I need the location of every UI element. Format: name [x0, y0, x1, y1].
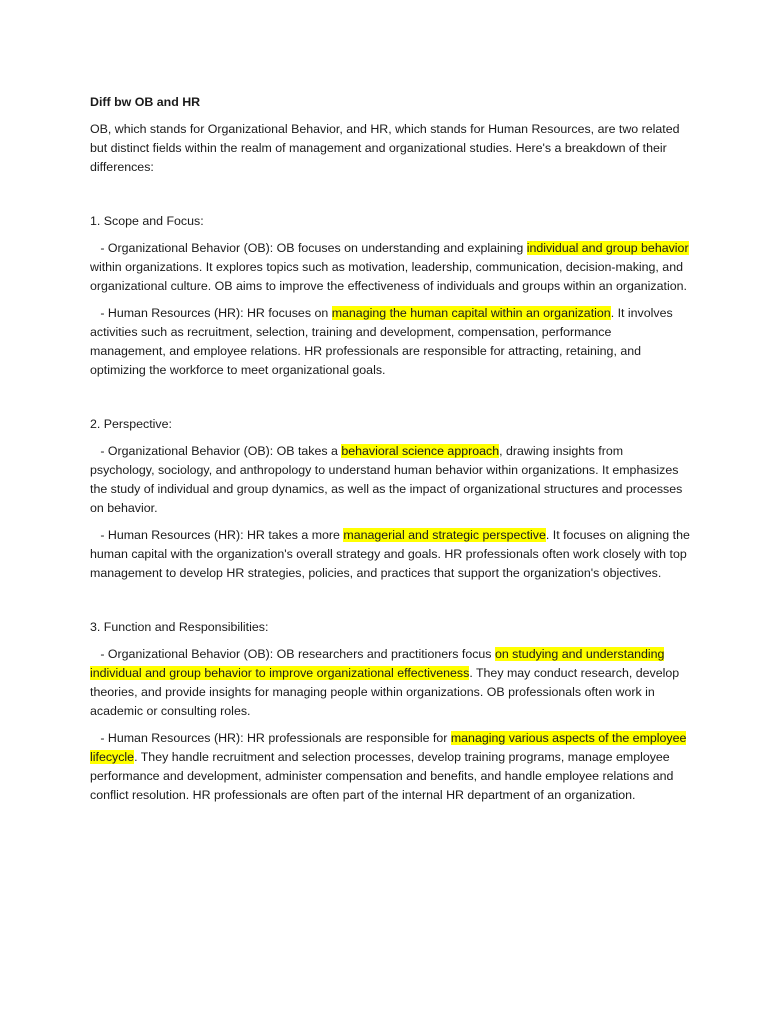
- spacer: [90, 185, 690, 212]
- text-segment: - Human Resources (HR): HR focuses on: [90, 306, 332, 320]
- section-hr-paragraph: [90, 304, 690, 380]
- section-ob-paragraph: [90, 442, 690, 518]
- section-hr-paragraph: [90, 729, 690, 805]
- section-heading-perspective: 2. Perspective:: [90, 417, 172, 431]
- text-segment: within organizations. It explores topics such as motivation, leadership, communication, decision-making, and organizational culture. OB aims to improve the effectiveness of individuals and groups within an organization.: [90, 260, 687, 293]
- section-ob-paragraph: [90, 645, 690, 721]
- section-hr-paragraph: [90, 526, 690, 583]
- text-segment: - Organizational Behavior (OB): OB focuses on understanding and explaining: [90, 241, 527, 255]
- text-segment: - Organizational Behavior (OB): OB researchers and practitioners focus: [90, 647, 495, 661]
- highlighted-text: managerial and strategic perspective: [343, 528, 546, 542]
- section-heading-function: 3. Function and Responsibilities:: [90, 620, 269, 634]
- text-segment: . It focuses on aligning the human capital with the organization's overall strategy and goals. HR professionals often work closely with top management to develop HR strategies, policies, and practices that support the organization's objectives.: [90, 528, 690, 580]
- text-segment: - Human Resources (HR): HR takes a more: [90, 528, 344, 542]
- text-segment: - Organizational Behavior (OB): OB takes a: [90, 444, 342, 458]
- spacer: [90, 388, 690, 415]
- highlighted-text: behavioral science approach: [341, 444, 500, 458]
- text-segment: . It involves activities such as recruitment, selection, training and development, compensation, performance management, and employee relations. HR professionals are responsible for attracting, retaining, and optimizing the workforce to meet organizational goals.: [90, 306, 673, 377]
- text-segment: . They handle recruitment and selection processes, develop training programs, manage employee performance and development, administer compensation and benefits, and handle employee relations and conflict resolution. HR professionals are often part of the internal HR department of an organization.: [90, 750, 674, 802]
- intro-paragraph: OB, which stands for Organizational Behavior, and HR, which stands for Human Resources, are two related but distinct fields within the realm of management and organizational studies. Here's a breakdown of their differences:: [90, 122, 680, 174]
- text-segment: , drawing insights from psychology, sociology, and anthropology to understand human behavior within organizations. It emphasizes the study of individual and group dynamics, as well as the impact of organizational structures and processes on behavior.: [90, 444, 683, 515]
- highlighted-text: managing the human capital within an organization: [331, 306, 611, 320]
- highlighted-text: on studying and understanding individual and group behavior to improve organizational effectiveness: [90, 647, 665, 680]
- section-heading-scope: 1. Scope and Focus:: [90, 214, 204, 228]
- text-segment: . They may conduct research, develop theories, and provide insights for managing people within organizations. OB professionals often work in academic or consulting roles.: [90, 666, 680, 718]
- highlighted-text: individual and group behavior: [526, 241, 689, 255]
- document-title: Diff bw OB and HR: [90, 95, 201, 109]
- spacer: [90, 591, 690, 618]
- section-ob-paragraph: [90, 239, 690, 296]
- text-segment: - Human Resources (HR): HR professionals are responsible for: [90, 731, 451, 745]
- document-page: [90, 93, 690, 813]
- highlighted-text: managing various aspects of the employee lifecycle: [90, 731, 687, 764]
